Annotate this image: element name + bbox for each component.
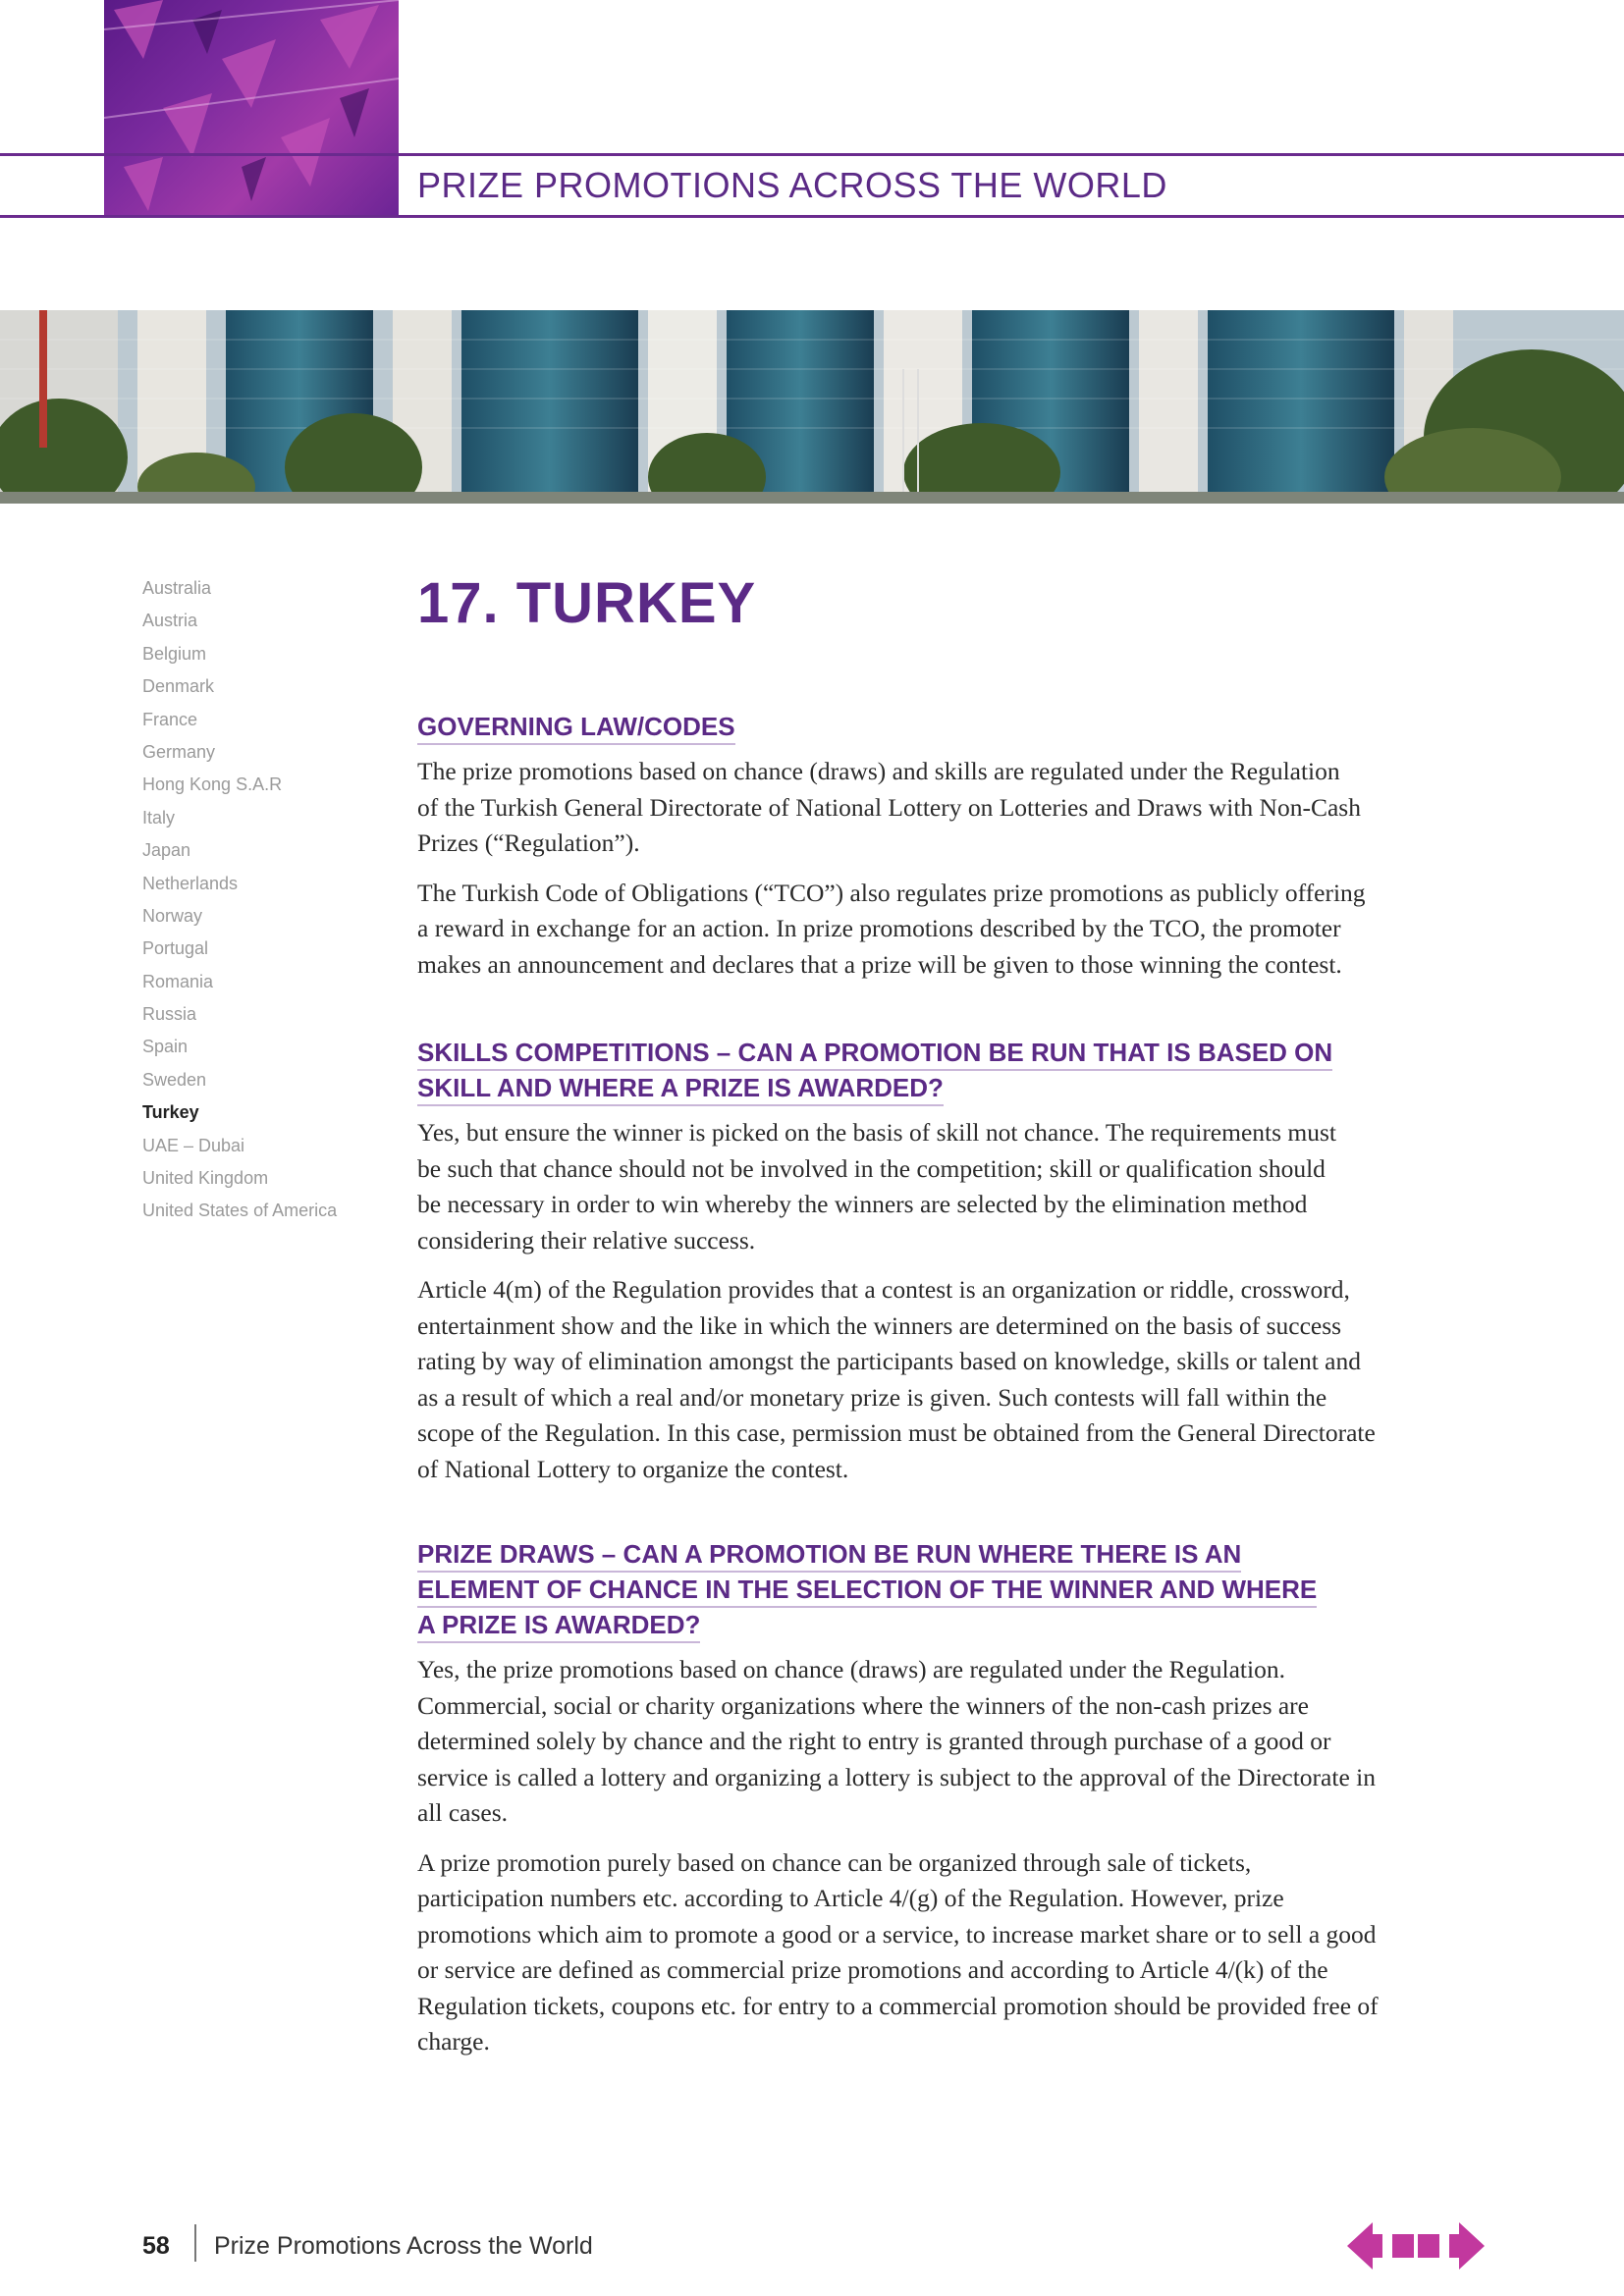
section-heading: GOVERNING LAW/CODES <box>417 709 1497 744</box>
nav-item-spain[interactable]: Spain <box>142 1037 189 1057</box>
header-rule-top <box>0 153 1624 156</box>
page-title: 17. TURKEY <box>417 571 757 635</box>
page-number: 58 <box>142 2232 170 2260</box>
paragraph: Yes, but ensure the winner is picked on the basis of skill not chance. The requirements must be such that chance should not be involved in the competition; skill or qualification should be necessary in order to win whereby the winners are selected by the elimination method considering their relative success. <box>417 1118 1337 1255</box>
paragraph: The Turkish Code of Obligations (“TCO”) also regulates prize promotions as publicly offering a reward in exchange for an action. In prize promotions described by the TCO, the promoter makes an announcement and declares that a prize will be given to those winning the contest. <box>417 878 1366 979</box>
footer-divider <box>194 2224 196 2262</box>
section-heading: SKILLS COMPETITIONS – CAN A PROMOTION BE RUN THAT IS BASED ON SKILL AND WHERE A PRIZE IS AWARDED? <box>417 1035 1497 1105</box>
nav-item-sweden[interactable]: Sweden <box>142 1069 207 1090</box>
nav-item-turkey[interactable]: Turkey <box>142 1102 199 1123</box>
nav-item-uae-dubai[interactable]: UAE – Dubai <box>142 1135 245 1155</box>
nav-item-denmark[interactable]: Denmark <box>142 676 215 697</box>
nav-item-japan[interactable]: Japan <box>142 840 191 861</box>
nav-item-belgium[interactable]: Belgium <box>142 643 207 664</box>
nav-item-russia[interactable]: Russia <box>142 1004 197 1025</box>
nav-item-romania[interactable]: Romania <box>142 971 214 991</box>
header-artwork <box>104 0 399 218</box>
section-heading: PRIZE DRAWS – CAN A PROMOTION BE RUN WHERE THERE IS AN ELEMENT OF CHANCE IN THE SELECTION OF THE WINNER AND WHERE A PRIZE IS AWARDED? <box>417 1536 1497 1642</box>
section-skills-competitions <box>417 1035 1497 1487</box>
footer-title: Prize Promotions Across the World <box>214 2232 593 2260</box>
nav-item-hong-kong[interactable]: Hong Kong S.A.R <box>142 774 283 795</box>
nav-item-united-states[interactable]: United States of America <box>142 1201 338 1221</box>
paragraph: A prize promotion purely based on chance can be organized through sale of tickets, participation numbers etc. according to Article 4/(g) of the Regulation. However, prize promotions which aim to promote a good or a service, to increase market share or to sell a good or service are defined as commercial prize promotions and according to Article 4/(k) of the Regulation tickets, coupons etc. for entry to a commercial promotion should be provided free of charge. <box>417 1847 1379 2056</box>
nav-item-united-kingdom[interactable]: United Kingdom <box>142 1168 269 1189</box>
paragraph: The prize promotions based on chance (draws) and skills are regulated under the Regulation of the Turkish General Directorate of National Lottery on Lotteries and Draws with Non-Cash Prizes (“Regulation”). <box>417 757 1361 857</box>
nav-item-australia[interactable]: Australia <box>142 578 212 598</box>
country-nav <box>142 572 378 1228</box>
section-prize-draws <box>417 1536 1497 2060</box>
header-title: PRIZE PROMOTIONS ACROSS THE WORLD <box>417 165 1167 205</box>
page-nav-arrows <box>1347 2220 1485 2271</box>
previous-page-arrow-icon[interactable] <box>1347 2222 1382 2269</box>
nav-item-france[interactable]: France <box>142 709 198 729</box>
home-square-icon[interactable] <box>1392 2234 1439 2258</box>
nav-item-netherlands[interactable]: Netherlands <box>142 873 239 893</box>
next-page-arrow-icon[interactable] <box>1449 2222 1485 2269</box>
nav-item-germany[interactable]: Germany <box>142 741 216 762</box>
nav-item-austria[interactable]: Austria <box>142 611 198 631</box>
main-content <box>417 569 1497 2056</box>
section-governing-law <box>417 709 1497 983</box>
nav-item-italy[interactable]: Italy <box>142 807 176 828</box>
nav-item-portugal[interactable]: Portugal <box>142 938 209 959</box>
nav-item-norway[interactable]: Norway <box>142 905 203 926</box>
header-rule-bottom <box>0 215 1624 218</box>
paragraph: Article 4(m) of the Regulation provides that a contest is an organization or riddle, crossword, entertainment show and the like in which the winners are determined on the basis of success rating by way of elimination amongst the participants based on knowledge, skills or talent and as a result of which a real and/or monetary prize is given. Such contests will fall within the scope of the Regulation. In this case, permission must be obtained from the General Directorate of National Lottery to organize the contest. <box>417 1275 1376 1483</box>
paragraph: Yes, the prize promotions based on chance (draws) are regulated under the Regulation. Commercial, social or charity organizations where the winners of the non-cash prizes are determined solely by chance and the right to entry is granted through purchase of a good or service is called a lottery and organizing a lottery is subject to the approval of the Directorate in all cases. <box>417 1655 1376 1827</box>
header-photo-banner <box>0 310 1624 504</box>
